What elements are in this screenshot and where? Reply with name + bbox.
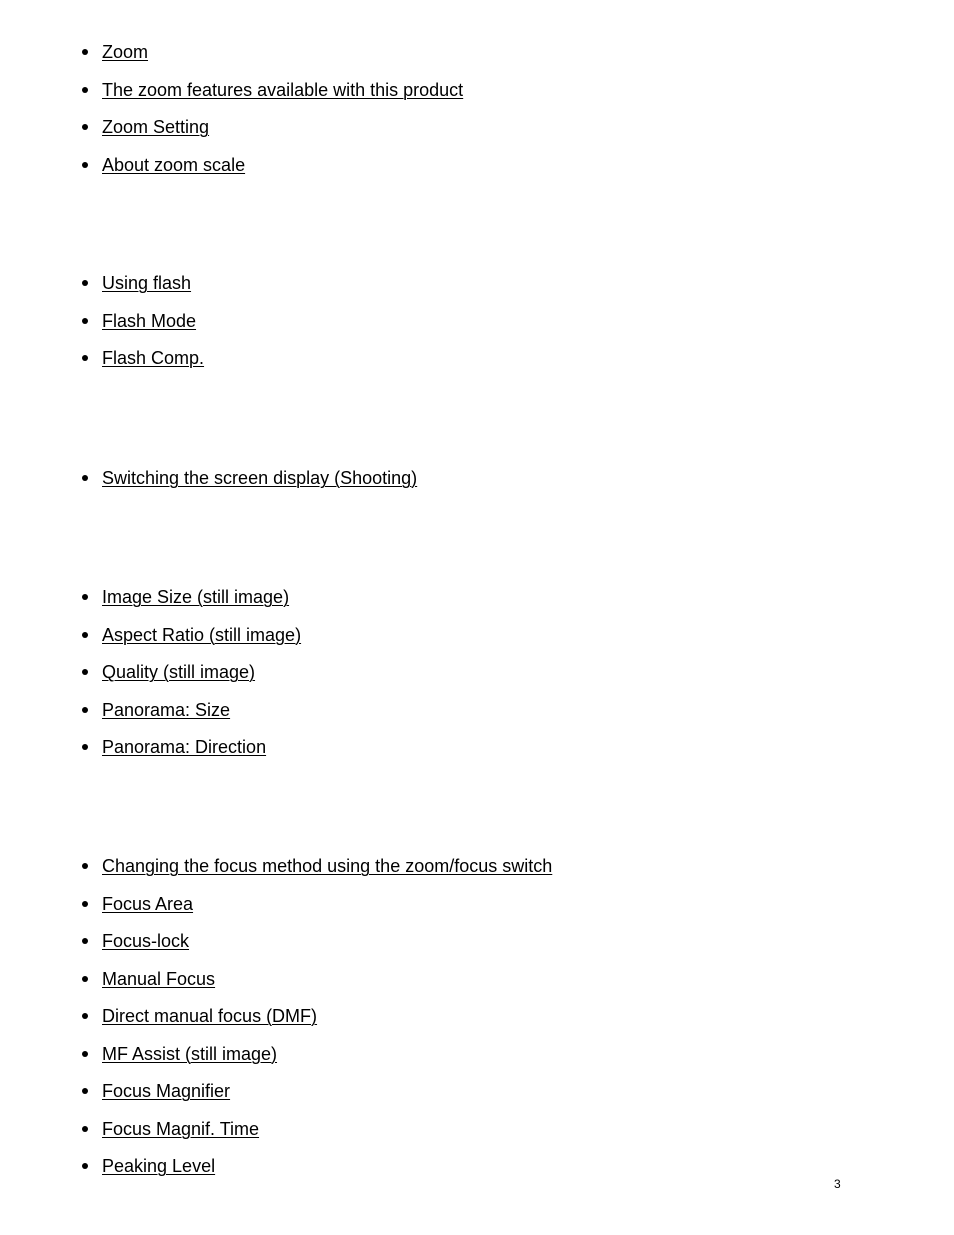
list-item	[0, 1155, 954, 1193]
link-switching-screen-display[interactable]: Switching the screen display (Shooting)	[102, 468, 418, 488]
bullet-icon	[82, 594, 88, 600]
bullet-icon	[82, 938, 88, 944]
bullet-icon	[82, 669, 88, 675]
list-item	[0, 347, 954, 385]
bullet-icon	[82, 1013, 88, 1019]
bullet-icon	[82, 1126, 88, 1132]
link-changing-focus-method[interactable]: Changing the focus method using the zoom/focus switch	[102, 856, 553, 876]
bullet-icon	[82, 475, 88, 481]
list-item	[0, 272, 954, 310]
link-list-image-size	[0, 586, 954, 774]
list-item	[0, 154, 954, 192]
link-using-flash[interactable]: Using flash	[102, 273, 192, 293]
link-quality[interactable]: Quality (still image)	[102, 662, 256, 682]
bullet-icon	[82, 1051, 88, 1057]
link-list-zoom	[0, 41, 954, 191]
page-number: 3	[834, 1177, 841, 1191]
bullet-icon	[82, 707, 88, 713]
link-zoom-features[interactable]: The zoom features available with this product	[102, 79, 464, 100]
list-item	[0, 116, 954, 154]
link-focus-magnifier[interactable]: Focus Magnifier	[102, 1081, 231, 1101]
bullet-icon	[82, 1163, 88, 1169]
bullet-icon	[82, 87, 88, 93]
link-list-flash	[0, 272, 954, 385]
list-item	[0, 467, 954, 505]
list-item	[0, 79, 954, 117]
bullet-icon	[82, 901, 88, 907]
list-item	[0, 624, 954, 662]
link-list-focus	[0, 855, 954, 1193]
bullet-icon	[82, 49, 88, 55]
list-item	[0, 1043, 954, 1081]
link-focus-lock[interactable]: Focus-lock	[102, 931, 190, 951]
link-flash-mode[interactable]: Flash Mode	[102, 310, 197, 331]
link-mf-assist[interactable]: MF Assist (still image)	[102, 1043, 278, 1064]
link-about-zoom-scale[interactable]: About zoom scale	[102, 154, 246, 175]
bullet-icon	[82, 162, 88, 168]
bullet-icon	[82, 124, 88, 130]
list-item	[0, 661, 954, 699]
link-image-size[interactable]: Image Size (still image)	[102, 587, 290, 607]
link-focus-area[interactable]: Focus Area	[102, 893, 194, 914]
link-focus-magnif-time[interactable]: Focus Magnif. Time	[102, 1118, 260, 1139]
bullet-icon	[82, 1088, 88, 1094]
list-item	[0, 855, 954, 893]
bullet-icon	[82, 976, 88, 982]
list-item	[0, 1080, 954, 1118]
bullet-icon	[82, 280, 88, 286]
link-zoom-setting[interactable]: Zoom Setting	[102, 117, 210, 137]
link-manual-focus[interactable]: Manual Focus	[102, 968, 216, 989]
list-item	[0, 41, 954, 79]
link-flash-comp[interactable]: Flash Comp.	[102, 348, 205, 368]
bullet-icon	[82, 863, 88, 869]
link-panorama-direction[interactable]: Panorama: Direction	[102, 737, 267, 757]
list-item	[0, 893, 954, 931]
bullet-icon	[82, 744, 88, 750]
list-item	[0, 699, 954, 737]
link-list-screen-display	[0, 467, 954, 505]
bullet-icon	[82, 318, 88, 324]
bullet-icon	[82, 632, 88, 638]
list-item	[0, 586, 954, 624]
link-peaking-level[interactable]: Peaking Level	[102, 1156, 216, 1176]
link-panorama-size[interactable]: Panorama: Size	[102, 699, 231, 720]
bullet-icon	[82, 355, 88, 361]
list-item	[0, 310, 954, 348]
link-direct-manual-focus[interactable]: Direct manual focus (DMF)	[102, 1006, 318, 1026]
link-aspect-ratio[interactable]: Aspect Ratio (still image)	[102, 624, 302, 645]
list-item	[0, 930, 954, 968]
list-item	[0, 736, 954, 774]
list-item	[0, 1005, 954, 1043]
list-item	[0, 1118, 954, 1156]
list-item	[0, 968, 954, 1006]
link-zoom[interactable]: Zoom	[102, 42, 149, 62]
